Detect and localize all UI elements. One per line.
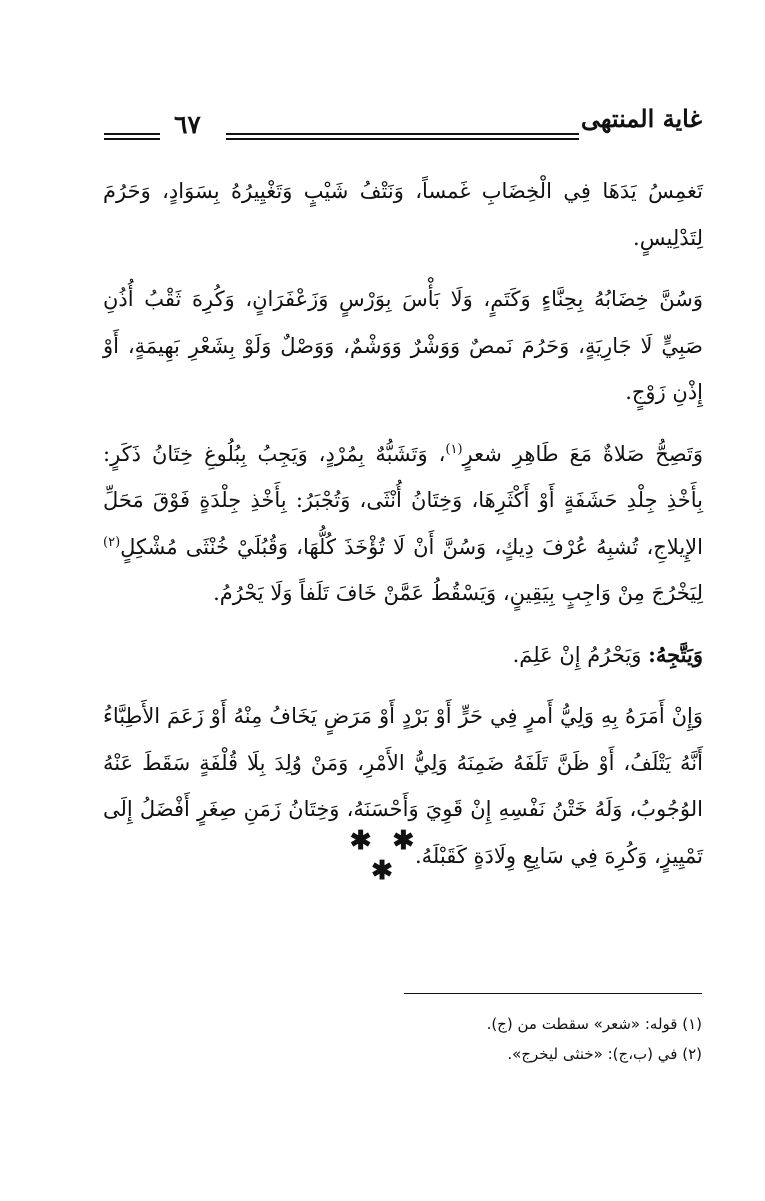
paragraph-text: ، وَتَشَبُّهٌ بِمُرْدٍ، وَيَجِبُ بِبُلُوغِ خِتَانُ ذَكَرٍ: بِأَخْذِ جِلْدِ حَشَفَةٍ أَوْ أَكْثَرِهَا، وَخِتَانُ أُنْثَى، وَتُجْبَرُ: بِأَخْذِ جِلْدَةٍ فَوْقَ مَحَلِّ الإِيلاجِ، تُشبِهُ عُرْفَ دِيكٍ، وَسُنَّ أَنْ لَا تُؤْخَذَ كُلُّهَا، وَقُبُلَيْ خُنْثَى مُشْكِلٍ <box>103 441 703 559</box>
page-number: ٦٧ <box>174 110 201 139</box>
paragraph-lead: وَيَتَّجِهُ: <box>648 641 703 667</box>
section-separator: ✱ ✱ ✱ <box>349 826 421 886</box>
paragraph-text: لِيَخْرُجَ مِنْ وَاجِبٍ بِيَقِينٍ، وَيَسْقُطُ عَمَّنْ خَافَ تَلَفاً وَلَا يَحْرُمُ. <box>213 581 703 605</box>
footnotes <box>300 1009 702 1069</box>
paragraph <box>103 431 703 617</box>
header-rule-divider <box>104 138 160 140</box>
paragraph: تَغمِسُ يَدَهَا فِي الْخِضَابِ غَمساً، وَنَتْفُ شَيْبٍ وَتَغْيِيرُهُ بِسَوَادٍ، وَحَرُمَ لِتَدْلِيسٍ. <box>103 179 703 250</box>
book-title: غاية المنتهى <box>580 104 702 133</box>
paragraph-text: وَيَحْرُمُ إِنْ عَلِمَ. <box>512 642 649 667</box>
main-text <box>103 168 703 879</box>
paragraph: وَسُنَّ خِضَابُهُ بِحِنَّاءٍ وَكَتَمٍ، وَلَا بَأْسَ بِوَرْسٍ وَزَعْفَرَانٍ، وَكُرِهَ ثَقْبُ أُذُنِ صَبِيٍّ لَا جَارِيَةٍ، وَحَرُمَ نَمصٌ وَوَشْرٌ وَوَشْمٌ، وَوَصْلٌ وَلَوْ بِشَعْرِ بَهِيمَةٍ، أَوْ إِذْنِ زَوْجٍ. <box>103 287 703 404</box>
header-rule-divider <box>226 138 579 140</box>
paragraph-text: وَتَصِحُّ صَلاةٌ مَعَ طَاهِرِ شعرٍ <box>462 441 703 466</box>
paragraph <box>103 632 703 679</box>
header-rule-divider <box>104 133 160 135</box>
header-rule-divider <box>226 133 579 135</box>
paragraph: وَإِنْ أَمَرَهُ بِهِ وَلِيُّ أَمرٍ فِي حَرٍّ أَوْ بَرْدٍ أَوْ مَرَضٍ يَخَافُ مِنْهُ أَوْ زَعَمَ الأَطِبَّاءُ أَنَّهُ يَتْلَفُ، أَوْ ظَنَّ تَلَفَهُ ضَمِنَهُ وَلِيُّ الأَمْرِ، وَمَنْ وُلِدَ بِلَا قُلْفَةٍ سَقَطَ عَنْهُ الوُجُوبُ، وَلَهُ خَتْنُ نَفْسِهِ إِنْ قَوِيَ وَأَحْسَنَهُ، وَخِتَانُ زَمَنِ صِغَرٍ أَفْضَلُ إِلَى تَمْيِيزٍ، وَكُرِهَ فِي سَابِعِ وِلَادَةٍ كَقَبْلَهُ. <box>103 704 703 868</box>
footnote-ref: (٢) <box>103 534 121 550</box>
page-header <box>104 104 702 144</box>
footnote-divider <box>404 993 702 994</box>
footnote-ref: (١) <box>445 441 463 457</box>
footnote: (١) قوله: «شعر» سقطت من (ج). <box>486 1015 702 1033</box>
footnote: (٢) في (ب،ج): «خنثى ليخرج». <box>507 1045 702 1063</box>
